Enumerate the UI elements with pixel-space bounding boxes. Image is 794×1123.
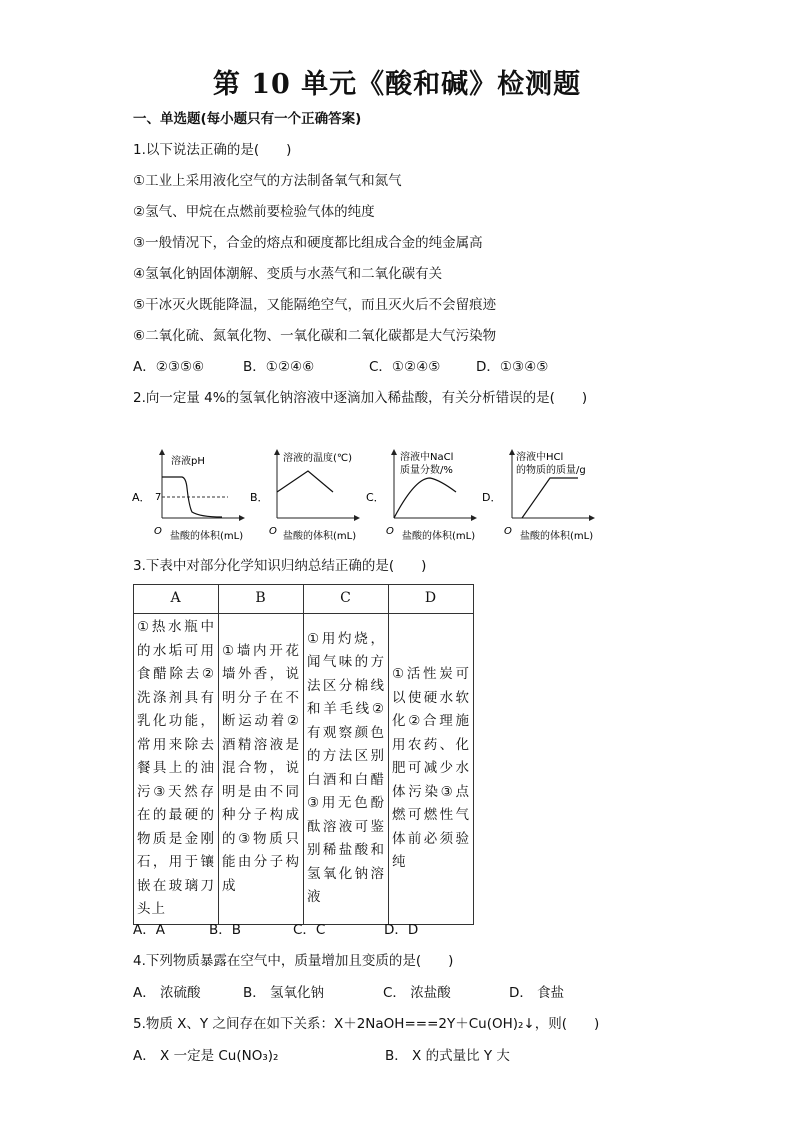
- x-axis-label: 盐酸的体积(mL): [402, 531, 476, 542]
- q3-stem: 3.下表中对部分化学知识归纳总结正确的是( ): [133, 558, 427, 574]
- q5-option-a[interactable]: A． X 一定是 Cu(NO₃)₂: [133, 1048, 279, 1064]
- q1-option-a[interactable]: A．②③⑤⑥: [133, 359, 205, 375]
- x-axis-label: 盐酸的体积(mL): [170, 531, 244, 542]
- q1-item: ⑥二氧化硫、氮氧化物、一氧化碳和二氧化碳都是大气污染物: [133, 328, 497, 344]
- q4-option-c[interactable]: C． 浓盐酸: [383, 985, 451, 1001]
- y-axis-label-line1: 溶液中HCl: [516, 452, 564, 463]
- q1-item: ⑤干冰灭火既能降温，又能隔绝空气，而且灭火后不会留痕迹: [133, 297, 497, 313]
- q2-option-c-label: C．: [366, 491, 385, 504]
- q1-option-b[interactable]: B．①②④⑥: [243, 359, 315, 375]
- q3-option-d[interactable]: D．D: [384, 922, 419, 938]
- table-header-cell: D: [389, 585, 474, 614]
- curve: [522, 478, 578, 518]
- section-heading: 一、单选题(每小题只有一个正确答案): [133, 111, 362, 127]
- q4-option-d[interactable]: D． 食盐: [509, 985, 565, 1001]
- q5-option-b[interactable]: B． X 的式量比 Y 大: [385, 1048, 510, 1064]
- y-axis-label-line2: 质量分数/%: [400, 465, 453, 476]
- table-cell-b: ①墙内开花墙外香，说明分子在不断运动着②酒精溶液是混合物，说明是由不同种分子构成的③物质只能由分子构成: [219, 614, 304, 925]
- y-axis-label-line1: 溶液中NaCl: [400, 452, 454, 463]
- q2-option-a-label: A．: [132, 491, 151, 504]
- y-axis-label-line2: 的物质的质量/g: [516, 465, 586, 476]
- q2-stem: 2.向一定量 4%的氢氧化钠溶液中逐滴加入稀盐酸，有关分析错误的是( ): [133, 390, 588, 406]
- q1-option-c[interactable]: C．①②④⑤: [369, 359, 441, 375]
- page-title: 第 10 单元《酸和碱》检测题: [212, 69, 582, 100]
- table-header-cell: C: [304, 585, 389, 614]
- x-axis-label: 盐酸的体积(mL): [520, 531, 594, 542]
- q3-option-b[interactable]: B．B: [209, 922, 242, 938]
- q2-graph-b[interactable]: [250, 451, 357, 542]
- q1-item: ①工业上采用液化空气的方法制备氧气和氮气: [133, 173, 402, 189]
- q4-option-b[interactable]: B． 氢氧化钠: [243, 985, 325, 1001]
- curve: [394, 478, 456, 518]
- y-axis-label: 溶液的温度(℃): [283, 453, 353, 464]
- q1-option-d[interactable]: D．①③④⑤: [476, 359, 549, 375]
- table-header-row: [134, 585, 474, 614]
- table-cell-c: ①用灼烧，闻气味的方法区分棉线和羊毛线②有观察颜色的方法区别白酒和白醋③用无色酚酞溶液可鉴别稀盐酸和氢氧化钠溶液: [304, 614, 389, 925]
- x-axis-label: 盐酸的体积(mL): [283, 531, 357, 542]
- q2-graph-d[interactable]: [482, 450, 593, 542]
- table-cell-d: ①活性炭可以使硬水软化②合理施用农药、化肥可减少水体污染③点燃可燃性气体前必须验纯: [389, 614, 474, 925]
- q5-stem: 5.物质 X、Y 之间存在如下关系：X＋2NaOH===2Y＋Cu(OH)₂↓，则( ): [133, 1016, 600, 1032]
- knowledge-table: [133, 584, 474, 925]
- q4-option-a[interactable]: A． 浓硫酸: [133, 985, 201, 1001]
- q2-graphs-svg: [130, 446, 610, 546]
- q1-item: ④氢氧化钠固体潮解、变质与水蒸气和二氧化碳有关: [133, 266, 443, 282]
- q1-item: ③一般情况下，合金的熔点和硬度都比组成合金的纯金属高: [133, 235, 483, 251]
- table-header-cell: A: [134, 585, 219, 614]
- table-header-cell: B: [219, 585, 304, 614]
- q2-option-b-label: B．: [250, 491, 269, 504]
- curve: [277, 471, 333, 492]
- q1-item: ②氢气、甲烷在点燃前要检验气体的纯度: [133, 204, 375, 220]
- origin-label: O: [504, 526, 512, 537]
- tick-label: 7: [155, 492, 162, 503]
- origin-label: O: [154, 526, 162, 537]
- q2-graph-c[interactable]: [366, 450, 475, 542]
- y-axis-label: 溶液pH: [171, 456, 205, 467]
- origin-label: O: [269, 526, 277, 537]
- q3-option-a[interactable]: A．A: [133, 922, 165, 938]
- origin-label: O: [386, 526, 394, 537]
- q3-option-c[interactable]: C．C: [293, 922, 326, 938]
- q4-stem: 4.下列物质暴露在空气中，质量增加且变质的是( ): [133, 953, 454, 969]
- q1-stem: 1.以下说法正确的是( ): [133, 142, 292, 158]
- table-cell-a: ①热水瓶中的水垢可用食醋除去②洗涤剂具有乳化功能，常用来除去餐具上的油污③天然存在的最硬的物质是金刚石，用于镶嵌在玻璃刀头上: [134, 614, 219, 925]
- table-row: [134, 614, 474, 925]
- q2-graph-a[interactable]: [132, 452, 243, 542]
- q2-graph-options: [130, 446, 610, 546]
- q2-option-d-label: D．: [482, 491, 502, 504]
